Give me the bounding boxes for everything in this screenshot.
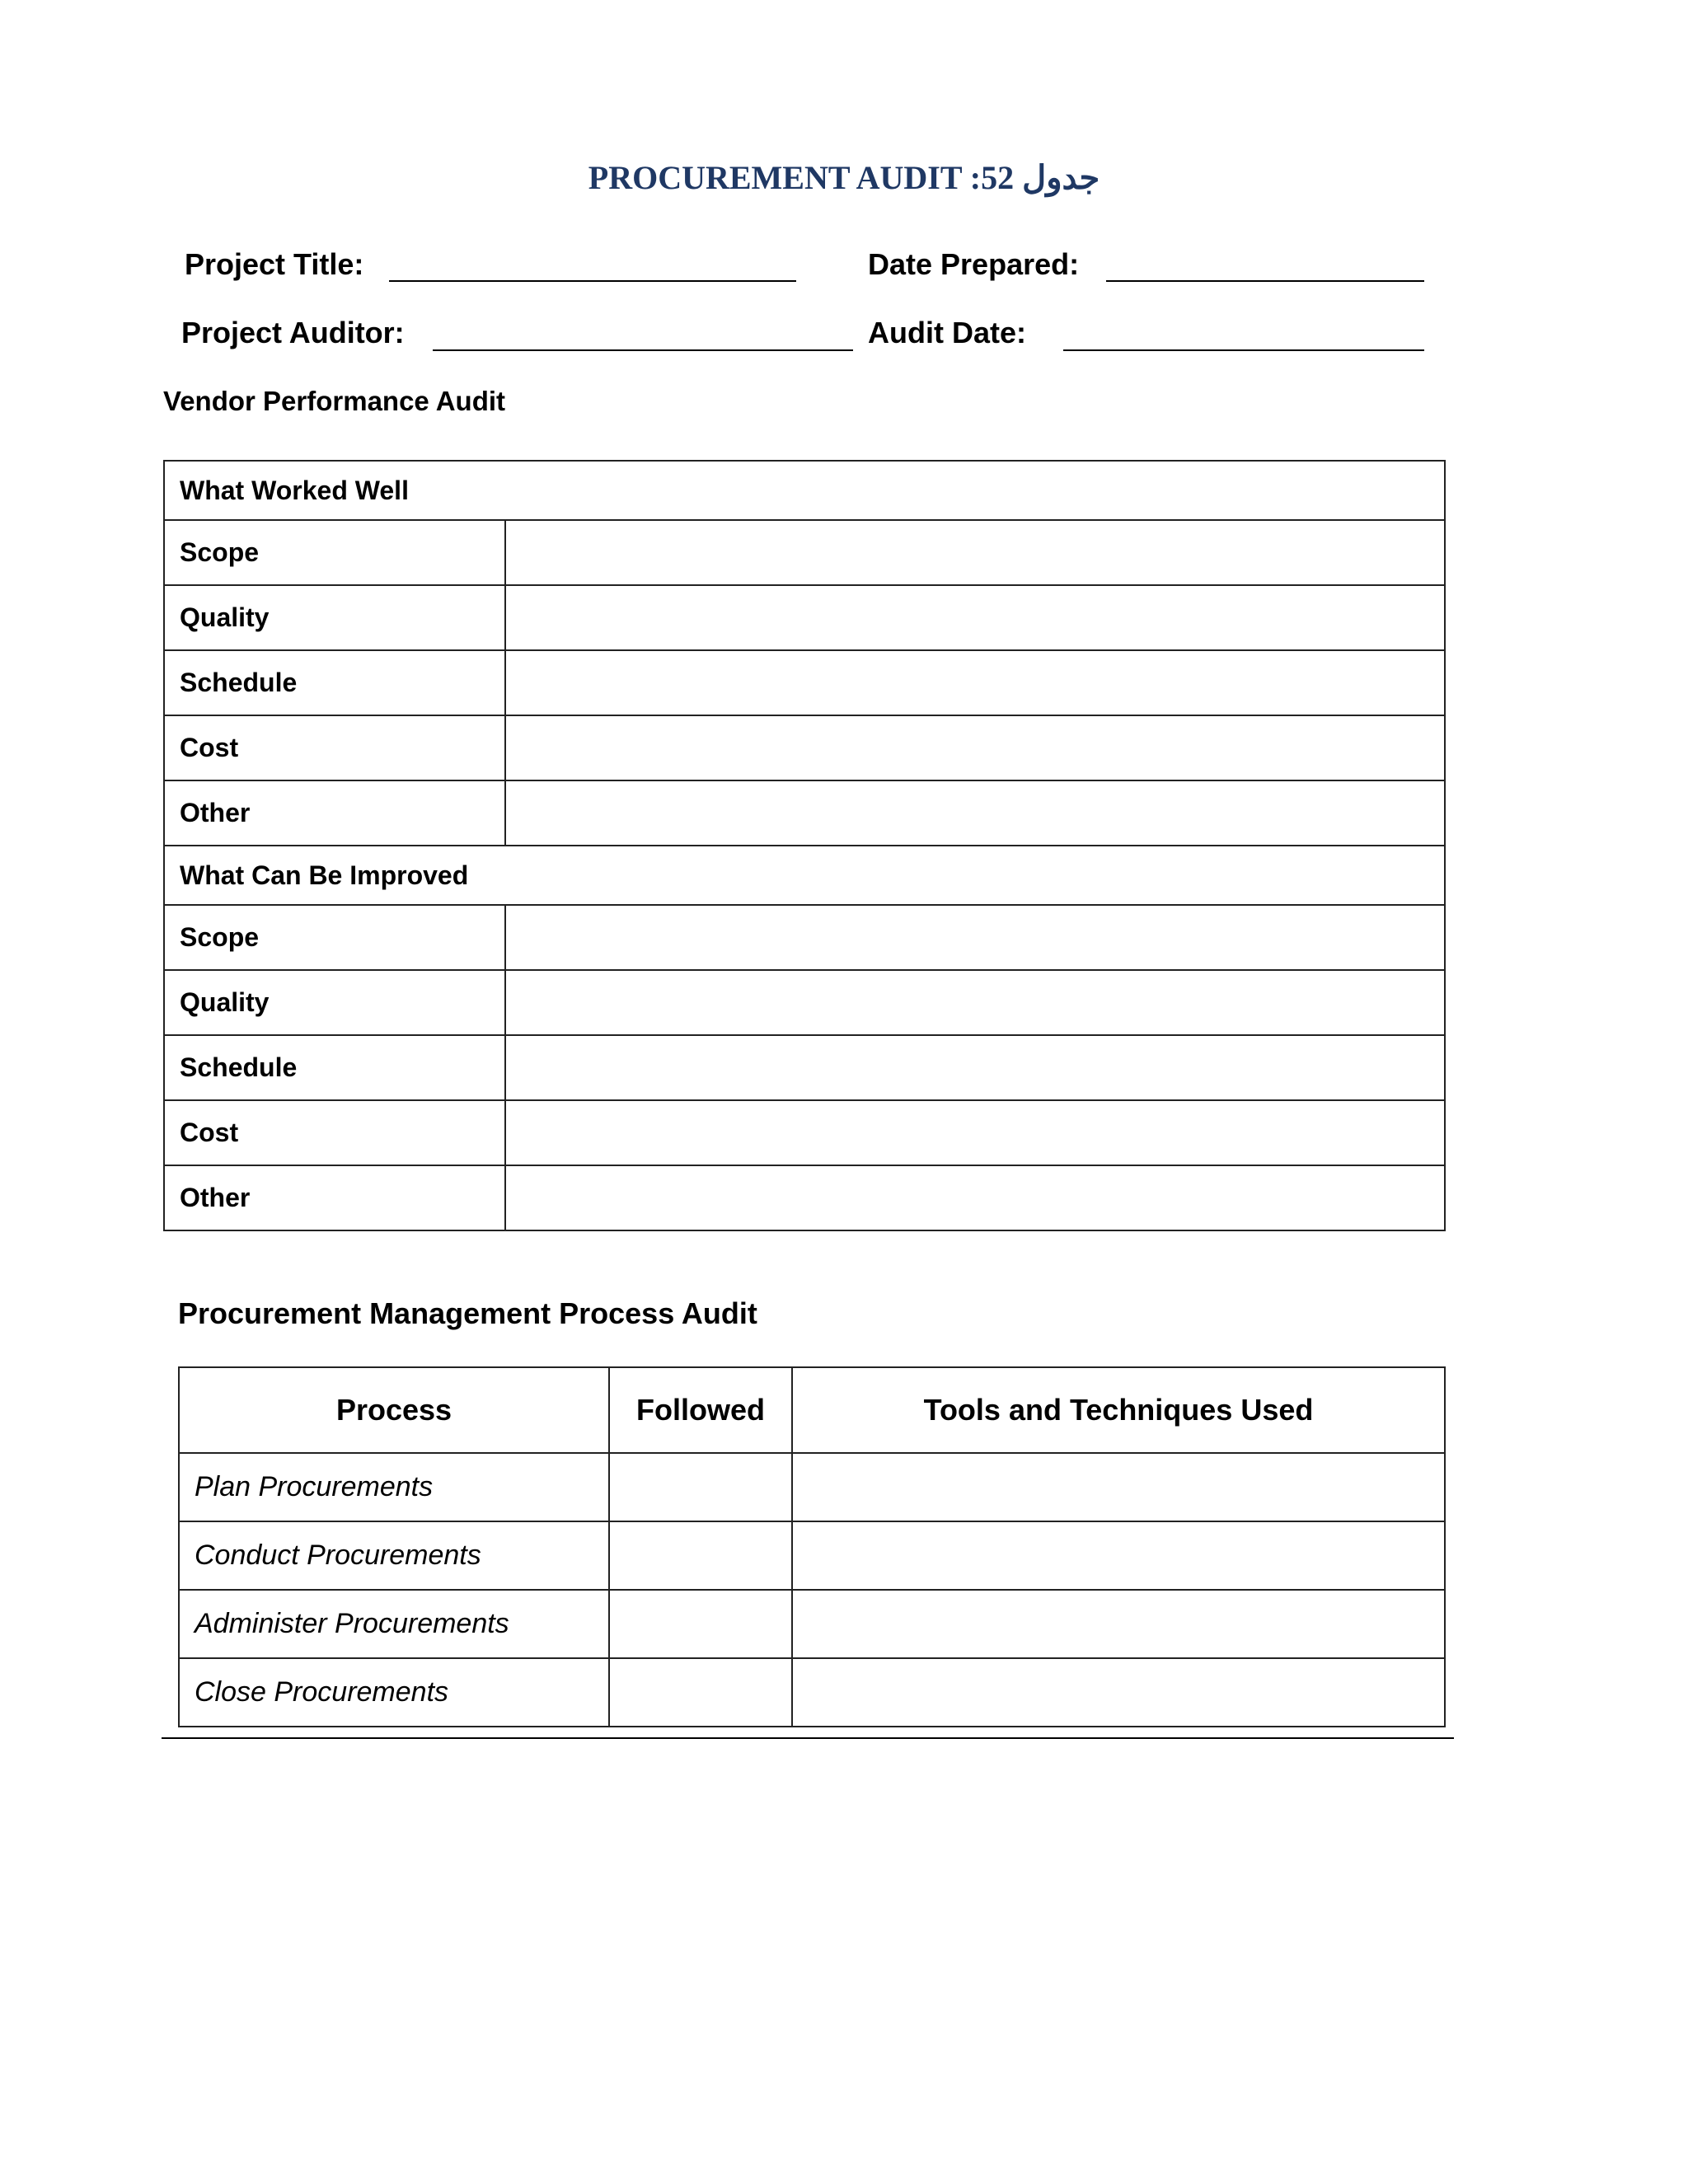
- can-improve-quality-cell[interactable]: [505, 970, 1445, 1035]
- worked-well-scope-cell[interactable]: [505, 520, 1445, 585]
- audit-date-label: Audit Date:: [868, 316, 1026, 349]
- can-improve-other-cell[interactable]: [505, 1165, 1445, 1230]
- followed-cell[interactable]: [609, 1658, 792, 1727]
- column-header-process: Process: [179, 1367, 609, 1453]
- table-row: [179, 1658, 1445, 1727]
- column-header-tools: Tools and Techniques Used: [792, 1367, 1445, 1453]
- process-name: Plan Procurements: [179, 1453, 609, 1521]
- date-prepared-label: Date Prepared:: [868, 247, 1080, 281]
- can-improve-cost-cell[interactable]: [505, 1100, 1445, 1165]
- followed-cell[interactable]: [609, 1590, 792, 1658]
- table-row: [164, 520, 1445, 585]
- vendor-section-heading: Vendor Performance Audit: [163, 386, 506, 416]
- process-name: Conduct Procurements: [179, 1521, 609, 1590]
- process-name: Administer Procurements: [179, 1590, 609, 1658]
- followed-cell[interactable]: [609, 1453, 792, 1521]
- can-improve-schedule-cell[interactable]: [505, 1035, 1445, 1100]
- worked-well-label: What Worked Well: [164, 461, 1445, 520]
- row-label: Schedule: [164, 1035, 505, 1100]
- table-row: [164, 970, 1445, 1035]
- table-row: [164, 905, 1445, 970]
- process-header-row: [179, 1367, 1445, 1453]
- project-title-label: Project Title:: [185, 247, 364, 281]
- process-name: Close Procurements: [179, 1658, 609, 1727]
- date-prepared-field[interactable]: [1106, 280, 1424, 282]
- project-title-field[interactable]: [389, 280, 796, 282]
- worked-well-cost-cell[interactable]: [505, 715, 1445, 780]
- row-label: Other: [164, 780, 505, 846]
- table-row: [164, 650, 1445, 715]
- row-label: Schedule: [164, 650, 505, 715]
- column-header-followed: Followed: [609, 1367, 792, 1453]
- table-row: [164, 1100, 1445, 1165]
- can-improve-scope-cell[interactable]: [505, 905, 1445, 970]
- row-label: Quality: [164, 585, 505, 650]
- can-improve-header-row: [164, 846, 1445, 905]
- table-row: [164, 585, 1445, 650]
- row-label: Other: [164, 1165, 505, 1230]
- tools-cell[interactable]: [792, 1453, 1445, 1521]
- row-label: Quality: [164, 970, 505, 1035]
- project-auditor-field[interactable]: [433, 349, 853, 351]
- page-title: PROCUREMENT AUDIT :52 جدول: [588, 159, 1100, 196]
- table-row: [179, 1590, 1445, 1658]
- tools-cell[interactable]: [792, 1590, 1445, 1658]
- row-label: Scope: [164, 520, 505, 585]
- table-row: [164, 1035, 1445, 1100]
- table-row: [164, 715, 1445, 780]
- can-improve-label: What Can Be Improved: [164, 846, 1445, 905]
- process-audit-table: [178, 1366, 1446, 1727]
- audit-date-field[interactable]: [1063, 349, 1424, 351]
- tools-cell[interactable]: [792, 1658, 1445, 1727]
- process-section-heading: Procurement Management Process Audit: [178, 1296, 757, 1330]
- row-label: Scope: [164, 905, 505, 970]
- worked-well-header-row: [164, 461, 1445, 520]
- vendor-performance-table: [163, 460, 1446, 1231]
- worked-well-other-cell[interactable]: [505, 780, 1445, 846]
- table-row: [179, 1521, 1445, 1590]
- table-row: [164, 1165, 1445, 1230]
- row-label: Cost: [164, 1100, 505, 1165]
- followed-cell[interactable]: [609, 1521, 792, 1590]
- table-base-rule: [162, 1737, 1454, 1739]
- worked-well-schedule-cell[interactable]: [505, 650, 1445, 715]
- worked-well-quality-cell[interactable]: [505, 585, 1445, 650]
- table-row: [164, 780, 1445, 846]
- tools-cell[interactable]: [792, 1521, 1445, 1590]
- table-row: [179, 1453, 1445, 1521]
- row-label: Cost: [164, 715, 505, 780]
- project-auditor-label: Project Auditor:: [181, 316, 405, 349]
